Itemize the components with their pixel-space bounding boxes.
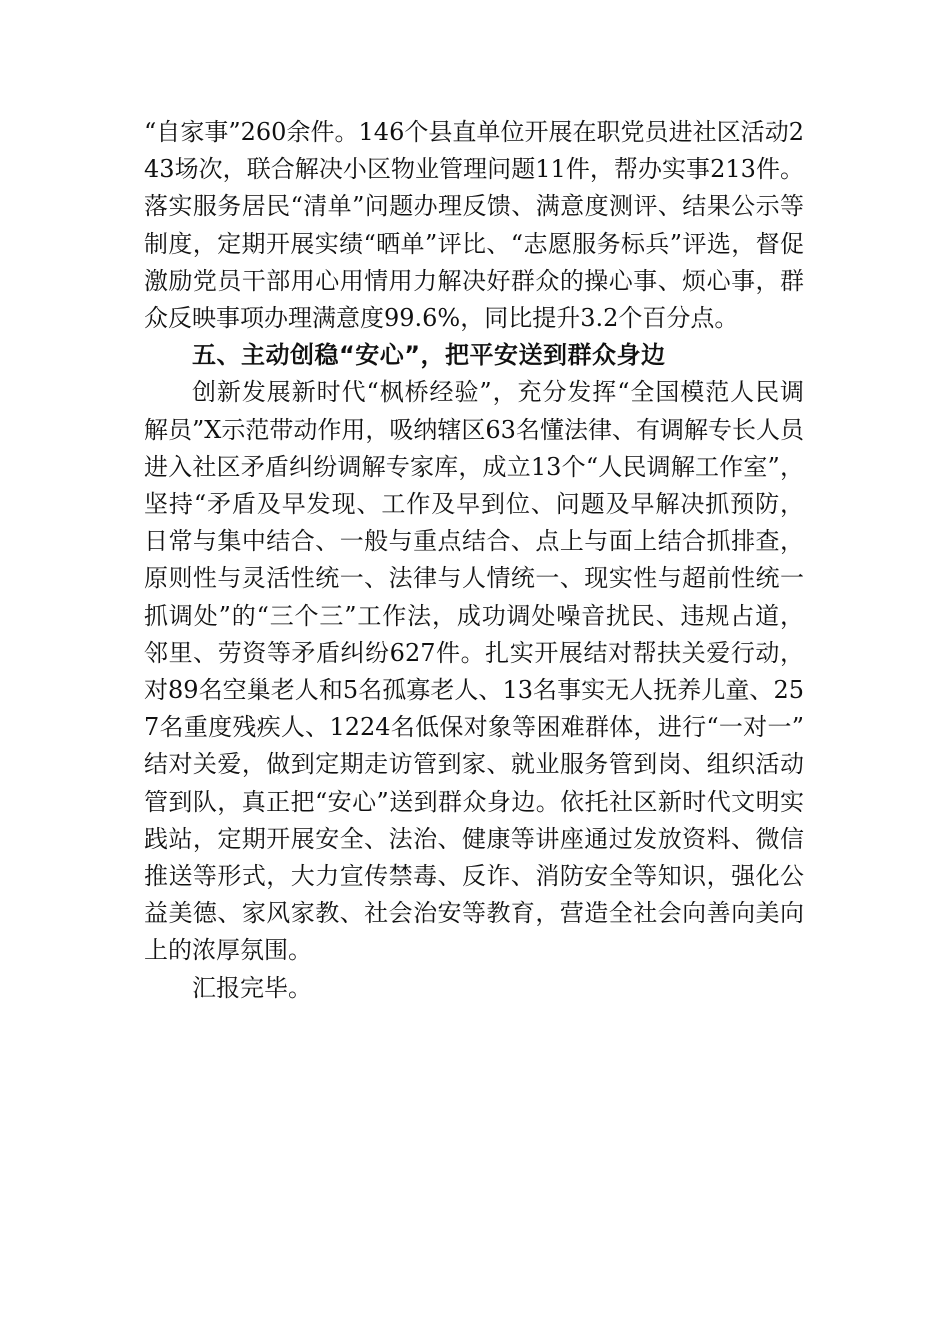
section-heading: 五、主动创稳“安心”，把平安送到群众身边 [192, 341, 666, 370]
paragraph-main: 创新发展新时代“枫桥经验”，充分发挥“全国模范人民调解员”X示范带动作用，吸纳辖区63名懂法律、有调解专长人员进入社区矛盾纠纷调解专家库，成立13个“人民调解工作室”，坚持“矛盾及早发现、工作及早到位、问题及早解决抓预防，日常与集中结合、一般与重点结合、点上与面上结合抓排查，原则性与灵活性统一、法律与人情统一、现实性与超前性统一抓调处”的“三个三”工作法，成功调处噪音扰民、违规占道，邻里、劳资等矛盾纠纷627件。扎实开展结对帮扶关爱行动，对89名空巢老人和5名孤寡老人、13名事实无人抚养儿童、257名重度残疾人、1224名低保对象等困难群体，进行“一对一”结对关爱，做到定期走访管到家、就业服务管到岗、组织活动管到队，真正把“安心”送到群众身边。依托社区新时代文明实践站，定期开展安全、法治、健康等讲座通过发放资料、微信推送等形式，大力宣传禁毒、反诈、消防安全等知识，强化公益美德、家风家教、社会治安等教育，营造全社会向善向美向上的浓厚氛围。 [144, 378, 804, 965]
paragraph-continued: “自家事”260余件。146个县直单位开展在职党员进社区活动243场次，联合解决小区物业管理问题11件，帮办实事213件。落实服务居民“清单”问题办理反馈、满意度测评、结果公示等制度，定期开展实绩“晒单”评比、“志愿服务标兵”评选，督促激励党员干部用心用情用力解决好群众的操心事、烦心事，群众反映事项办理满意度99.6%，同比提升3.2个百分点。 [144, 118, 804, 333]
closing-remark: 汇报完毕。 [192, 973, 312, 1002]
document-body [144, 114, 804, 1007]
